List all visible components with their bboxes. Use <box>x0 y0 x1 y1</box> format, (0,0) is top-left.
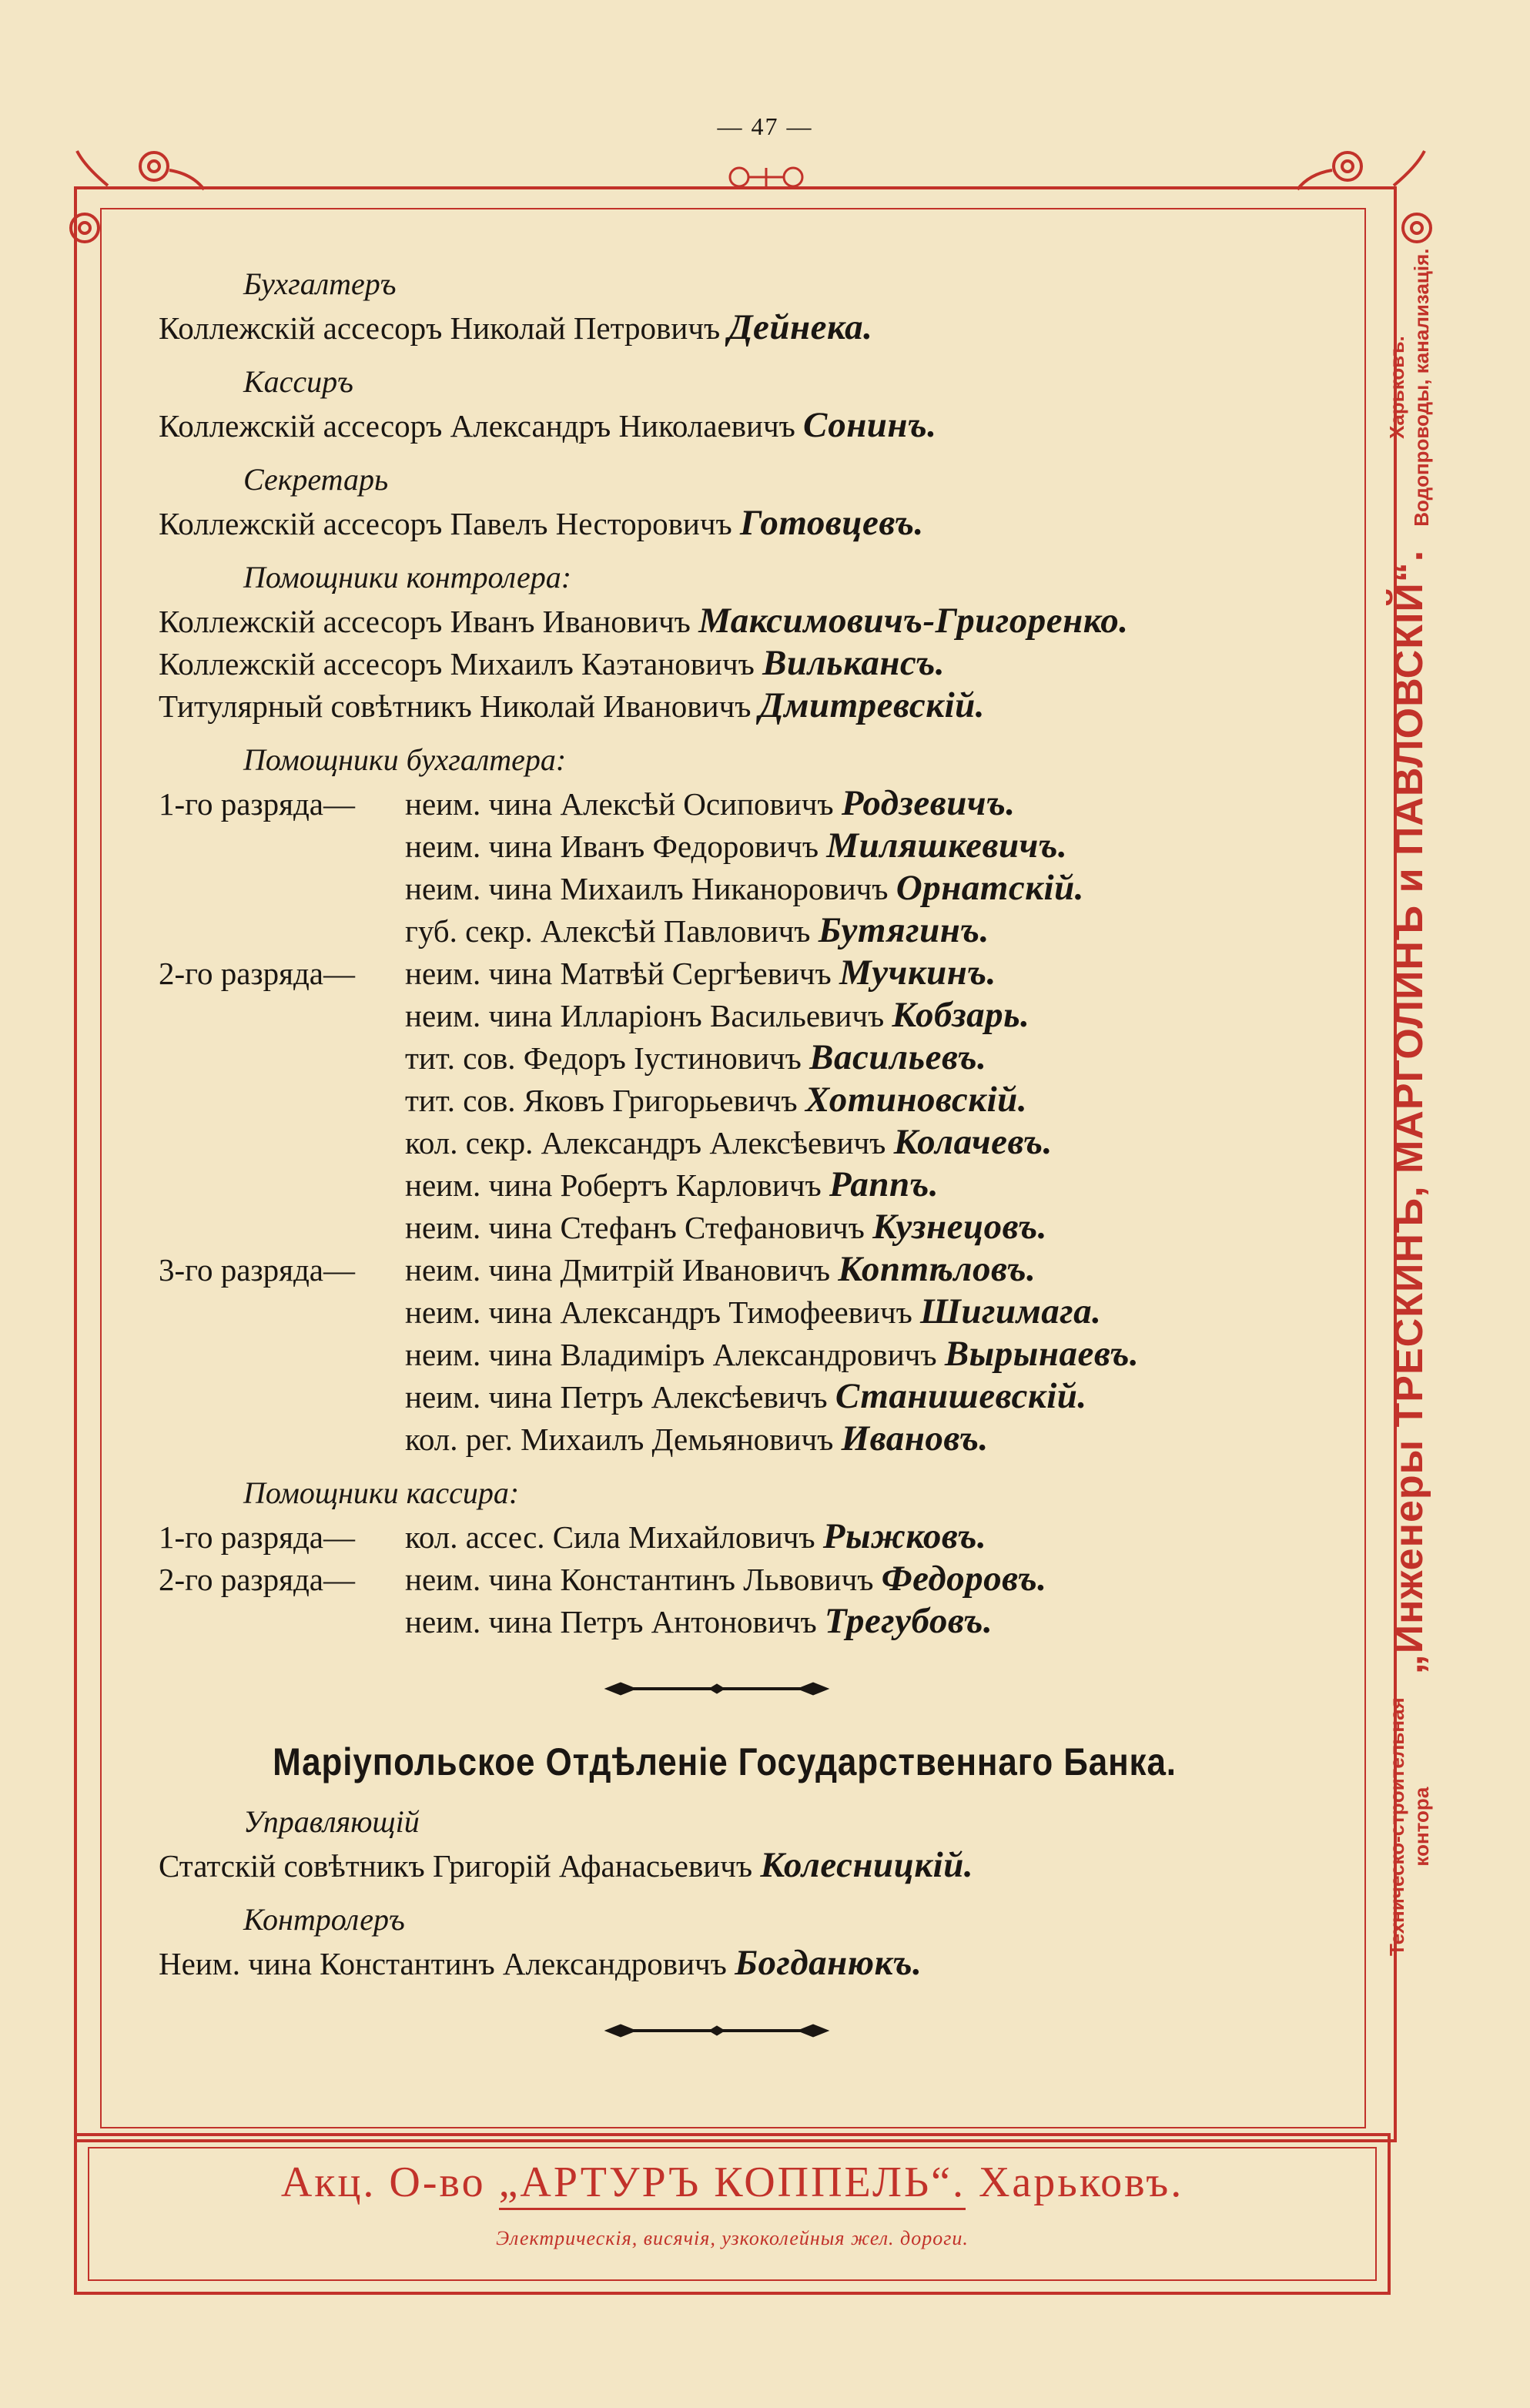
rank-text: губ. секр. Алексѣй Павловичъ <box>405 913 811 949</box>
rank-text: неим. чина Константинъ Львовичъ <box>405 1562 874 1597</box>
rank-text: неим. чина Матвѣй Сергѣевичъ <box>405 956 832 991</box>
surname-text: Шигимага. <box>920 1291 1102 1331</box>
bottom-advertisement <box>74 2133 1391 2295</box>
list-item <box>159 1375 1291 1418</box>
top-center-flourish-icon <box>693 154 839 200</box>
rank-text: неим. чина Александръ Тимофеевичъ <box>405 1294 912 1330</box>
list-item <box>159 909 1291 952</box>
surname-text: Максимовичъ-Григоренко. <box>698 601 1129 641</box>
list-item <box>159 825 1291 867</box>
surname-text: Коптѣловъ. <box>838 1249 1036 1289</box>
list-item <box>159 642 1291 685</box>
list-item <box>159 1121 1291 1164</box>
list-item <box>159 1164 1291 1206</box>
rank-text: неим. чина Иванъ Федоровичъ <box>405 829 819 864</box>
grade-text: 2-го разряда— <box>159 956 356 991</box>
side-ad-left-line1: Техническо-строительная <box>1385 1697 1408 1956</box>
surname-text: Васильевъ. <box>809 1037 987 1077</box>
ad-prefix: Акц. О-во <box>280 2158 486 2206</box>
rank-text: Коллежскій ассесоръ Михаилъ Каэтановичъ <box>159 646 755 682</box>
main-content <box>159 262 1291 2054</box>
top-right-flourish-icon <box>1294 143 1440 259</box>
controller-surname: Богданюкъ. <box>735 1943 922 1983</box>
cashier-assistants-heading: Помощники кассира: <box>243 1475 520 1510</box>
accountant-heading: Бухгалтеръ <box>243 266 397 301</box>
surname-text: Федоровъ. <box>881 1559 1047 1599</box>
list-item <box>159 1600 1291 1643</box>
manager-surname: Колесницкій. <box>760 1845 974 1885</box>
list-item <box>159 600 1291 642</box>
surname-text: Ивановъ. <box>841 1418 989 1459</box>
rank-text: кол. секр. Александръ Алексѣевичъ <box>405 1125 886 1160</box>
rank-text: неим. чина Михаилъ Никаноровичъ <box>405 871 889 906</box>
rank-text: неим. чина Дмитрій Ивановичъ <box>405 1252 831 1288</box>
side-ad-right-line1: Харьковъ. <box>1385 336 1408 439</box>
list-item <box>159 782 1291 825</box>
ad-main-line <box>77 2158 1388 2207</box>
rank-text: тит. сов. Яковъ Григорьевичъ <box>405 1083 798 1118</box>
surname-text: Дмитревскій. <box>758 685 986 725</box>
secretary-rank: Коллежскій ассесоръ Павелъ Несторовичъ <box>159 506 732 541</box>
rank-text: неим. чина Робертъ Карловичъ <box>405 1167 822 1203</box>
surname-text: Мучкинъ. <box>839 953 996 993</box>
rank-text: неим. чина Владиміръ Александровичъ <box>405 1337 937 1372</box>
list-item <box>159 1418 1291 1460</box>
list-item <box>159 1333 1291 1375</box>
divider-ornament-icon <box>159 1666 1291 1712</box>
surname-text: Вырынаевъ. <box>944 1334 1140 1374</box>
list-item <box>159 685 1291 727</box>
rank-text: кол. ассес. Сила Михайловичъ <box>405 1519 815 1555</box>
list-item <box>159 1206 1291 1248</box>
surname-text: Кобзарь. <box>892 995 1030 1035</box>
secretary-line <box>159 502 1291 544</box>
ad-subtitle: Электрическія, висячія, узкоколейныя жел. дороги. <box>496 2227 969 2249</box>
grade-text: 1-го разряда— <box>159 786 356 822</box>
bank-title: Маріупольское Отдѣленіе Государственнаго Банка. <box>273 1740 1177 1783</box>
accountant-rank: Коллежскій ассесоръ Николай Петровичъ <box>159 310 721 346</box>
accountant-assistants-heading: Помощники бухгалтера: <box>243 742 567 777</box>
surname-text: Раппъ. <box>829 1164 939 1204</box>
surname-text: Кузнецовъ. <box>872 1207 1047 1247</box>
divider-ornament-icon <box>159 2008 1291 2054</box>
rank-text: неим. чина Алексѣй Осиповичъ <box>405 786 834 822</box>
ad-brand: „АРТУРЪ КОППЕЛЬ“. <box>499 2158 966 2210</box>
controller-line <box>159 1942 1291 1984</box>
rank-text: неим. чина Илларіонъ Васильевичъ <box>405 998 885 1033</box>
accountant-surname: Дейнека. <box>728 307 873 347</box>
list-item <box>159 1079 1291 1121</box>
grade-text: 3-го разряда— <box>159 1252 356 1288</box>
accountant-line <box>159 306 1291 349</box>
rank-text: кол. рег. Михаилъ Демьяновичъ <box>405 1422 834 1457</box>
surname-text: Орнатскій. <box>896 868 1084 908</box>
surname-text: Родзевичъ. <box>841 783 1016 823</box>
page-number: — 47 — <box>717 112 813 140</box>
cashier-surname: Сонинъ. <box>803 405 937 445</box>
rank-text: тит. сов. Федоръ Іустиновичъ <box>405 1040 802 1076</box>
manager-heading: Управляющій <box>243 1804 420 1839</box>
controller-assistants-heading: Помощники контролера: <box>243 560 572 594</box>
list-item <box>159 867 1291 909</box>
manager-line <box>159 1844 1291 1887</box>
list-item <box>159 1037 1291 1079</box>
cashier-line <box>159 404 1291 447</box>
list-item <box>159 1291 1291 1333</box>
controller-rank: Неим. чина Константинъ Александровичъ <box>159 1946 727 1981</box>
surname-text: Станишевскій. <box>835 1376 1087 1416</box>
surname-text: Миляшкевичъ. <box>826 826 1068 866</box>
surname-text: Колачевъ. <box>893 1122 1053 1162</box>
rank-text: Титулярный совѣтникъ Николай Ивановичъ <box>159 688 752 724</box>
list-item <box>159 952 1291 994</box>
secretary-heading: Секретарь <box>243 462 389 497</box>
list-item <box>159 1558 1291 1600</box>
grade-text: 1-го разряда— <box>159 1519 356 1555</box>
cashier-rank: Коллежскій ассесоръ Александръ Николаевичъ <box>159 408 795 444</box>
rank-text: неим. чина Стефанъ Стефановичъ <box>405 1210 865 1245</box>
list-item <box>159 994 1291 1037</box>
surname-text: Рыжковъ. <box>822 1516 987 1556</box>
rank-text: Коллежскій ассесоръ Иванъ Ивановичъ <box>159 604 691 639</box>
controller-heading: Контролеръ <box>243 1902 405 1937</box>
surname-text: Хотиновскій. <box>805 1080 1028 1120</box>
side-ad-main: „Инженеры ТРЕСКИНЪ, МАРГОЛИНЪ и ПАВЛОВСКІЙ“. <box>1387 549 1431 1675</box>
surname-text: Бутягинъ. <box>818 910 989 950</box>
secretary-surname: Готовцевъ. <box>739 503 924 543</box>
top-left-flourish-icon <box>62 143 208 259</box>
rank-text: неим. чина Петръ Алексѣевичъ <box>405 1379 828 1415</box>
manager-rank: Статскій совѣтникъ Григорій Афанасьевичъ <box>159 1848 753 1884</box>
list-item <box>159 1515 1291 1558</box>
surname-text: Трегубовъ. <box>824 1601 993 1641</box>
ad-city: Харьковъ. <box>978 2158 1184 2206</box>
side-ad-right-line2: Водопроводы, канализація. <box>1410 248 1433 527</box>
surname-text: Вилькансъ. <box>762 643 946 683</box>
rank-text: неим. чина Петръ Антоновичъ <box>405 1604 817 1639</box>
grade-text: 2-го разряда— <box>159 1562 356 1597</box>
list-item <box>159 1248 1291 1291</box>
side-ad-left-line2: контора <box>1410 1787 1433 1867</box>
cashier-heading: Кассиръ <box>243 364 353 399</box>
